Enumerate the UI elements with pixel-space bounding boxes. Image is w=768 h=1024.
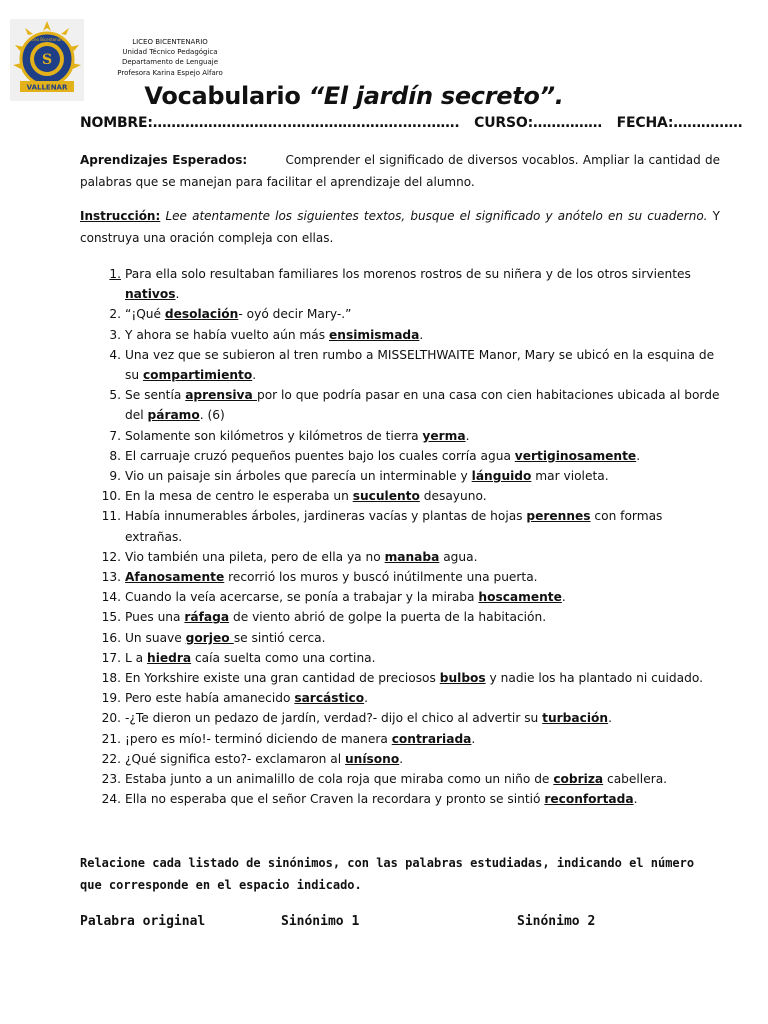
vocabulary-word: bulbos [439, 671, 486, 686]
item-number: 16. [101, 630, 121, 645]
item-sentence [125, 708, 720, 728]
list-item [80, 648, 720, 668]
curso-field[interactable]: CURSO:…………… [474, 115, 602, 131]
page-title [0, 82, 708, 110]
sentence-text: Pues una [125, 610, 185, 625]
item-sentence [125, 607, 720, 627]
sentence-text: caía suelta como una cortina. [191, 650, 376, 665]
list-item [80, 325, 720, 345]
sentence-text: y nadie los ha plantado ni cuidado. [485, 671, 703, 686]
item-sentence [125, 264, 720, 304]
sentence-text: ¿Qué significa esto?- exclamaron al [125, 751, 345, 766]
item-sentence [125, 729, 720, 749]
sentence-text: recorrió los muros y buscó inútilmente una puerta. [224, 570, 538, 585]
aprendizajes-label: Aprendizajes Esperados: [80, 153, 248, 167]
sentence-text: “¡Qué [125, 307, 165, 322]
list-item [80, 264, 720, 304]
column-header-sinonimo-2: Sinónimo 2 [517, 914, 596, 929]
item-number: 2. [109, 307, 121, 322]
sentence-text: -¿Te dieron un pedazo de jardín, verdad?- dijo el chico al advertir su [125, 711, 543, 726]
vocabulary-word: manaba [384, 549, 440, 564]
sentence-text: Se sentía [125, 388, 186, 403]
item-sentence [125, 749, 720, 769]
item-number: 13. [101, 570, 121, 585]
sentence-text: . [561, 590, 566, 605]
sentence-text: . (6) [199, 408, 225, 423]
sentence-text: Estaba junto a un animalillo de cola roja que miraba como un niño de [125, 772, 554, 787]
item-sentence [125, 466, 720, 486]
item-number: 5. [109, 388, 121, 403]
item-sentence [125, 385, 720, 425]
sentence-text: mar violeta. [531, 469, 609, 484]
vocabulary-word: yerma [422, 428, 466, 443]
instruccion-italic: Lee atentamente los siguientes textos, busque el significado y anótelo en su cuaderno. [160, 209, 708, 223]
item-number: 8. [109, 448, 121, 463]
sentence-text: por lo que podría pasar en una casa con cien habitaciones ubicada al borde del [125, 388, 720, 423]
item-number: 12. [101, 549, 121, 564]
vocabulary-word: compartimiento [142, 368, 253, 383]
list-item [80, 668, 720, 688]
vocabulary-word: ráfaga [184, 610, 230, 625]
item-sentence [125, 345, 720, 385]
sentence-text: . [608, 711, 612, 726]
list-item [80, 304, 720, 324]
item-sentence [125, 769, 720, 789]
list-item [80, 607, 720, 627]
item-sentence [125, 648, 720, 668]
item-sentence [125, 446, 720, 466]
nombre-field[interactable]: NOMBRE:………………………..…………………….…..……. [80, 115, 460, 131]
instruccion-paragraph [80, 205, 720, 249]
sentence-text: Había innumerables árboles, jardineras vacías y plantas de hojas [125, 509, 527, 524]
item-sentence [125, 325, 720, 345]
list-item [80, 708, 720, 728]
vocabulary-word: hiedra [147, 650, 192, 665]
sentence-text: En la mesa de centro le esperaba un [125, 489, 353, 504]
relacione-instruction: Relacione cada listado de sinónimos, con las palabras estudiadas, indicando el número que corresponde en el espacio indicado. [80, 856, 695, 892]
list-item [80, 628, 720, 648]
item-number: 11. [101, 509, 121, 524]
sentence-text: agua. [439, 549, 478, 564]
vocabulary-word: páramo [147, 408, 200, 423]
vocabulary-word: vertiginosamente [514, 448, 637, 463]
list-item [80, 769, 720, 789]
sentence-text: Una vez que se subieron al tren rumbo a MISSELTHWAITE Manor, Mary se ubicó en la esquina de su [125, 347, 715, 383]
sentence-text: desayuno. [419, 489, 487, 504]
vocabulary-word: ensimismada [329, 327, 420, 342]
vocabulary-word: turbación [542, 711, 609, 726]
vocabulary-word: unísono [345, 751, 400, 766]
sentence-text: Un suave [125, 630, 186, 645]
title-prefix: Vocabulario [144, 82, 309, 110]
list-item [80, 426, 720, 446]
sentence-text: Y ahora se había vuelto aún más [125, 327, 329, 342]
list-item [80, 385, 720, 425]
vocabulary-word: Afanosamente [125, 570, 225, 585]
item-sentence [125, 506, 720, 546]
sentence-text: L a [125, 650, 148, 665]
vocabulary-word: nativos [125, 287, 176, 302]
sentence-text: . [471, 731, 476, 746]
instruccion-rest: Y construya una oración compleja con ellas. [80, 209, 720, 245]
item-number: 1. [109, 267, 121, 281]
student-info-row [80, 115, 752, 131]
vocabulary-word: desolación [164, 307, 239, 322]
aprendizajes-paragraph [80, 149, 720, 193]
vocabulary-word: sarcástico [294, 691, 365, 706]
sentence-text: - oyó decir Mary-.” [238, 307, 352, 322]
item-number: 23. [101, 772, 121, 787]
item-number: 4. [109, 347, 121, 362]
item-number: 15. [101, 610, 121, 625]
vocabulary-word: perennes [526, 509, 591, 524]
item-number: 9. [109, 469, 121, 484]
vocabulary-word: reconfortada [544, 792, 634, 807]
sentence-text: . [399, 751, 404, 766]
sentence-text: Vio también una pileta, pero de ella ya no [125, 549, 385, 564]
sentence-text: . [364, 691, 368, 706]
item-number: 21. [101, 731, 121, 746]
svg-text:S: S [41, 52, 53, 68]
school-line: Unidad Técnico Pedagógica [122, 48, 218, 57]
sentence-text: Ella no esperaba que el señor Craven la recordara y pronto se sintió [125, 792, 545, 807]
sentence-text: Vio un paisaje sin árboles que parecía un interminable y [125, 469, 472, 484]
vocabulary-word: lánguido [471, 469, 532, 484]
logo-banner-text: VALLENAR [26, 83, 68, 92]
item-number: 22. [101, 751, 121, 766]
sentence-text: . [633, 792, 638, 807]
sentence-text: ¡pero es mío!- terminó diciendo de manera [125, 731, 392, 746]
item-sentence [125, 789, 720, 809]
vocabulary-word: hoscamente [478, 590, 562, 605]
sentence-text: Pero este había amanecido [125, 691, 295, 706]
item-sentence [125, 547, 720, 567]
vocabulary-word: contrariada [391, 731, 472, 746]
vocabulary-list [80, 264, 720, 809]
school-line: LICEO BICENTENARIO [132, 38, 208, 46]
sentence-text: cabellera. [603, 772, 668, 787]
item-sentence [125, 304, 720, 324]
sentence-text: se sintió cerca. [233, 630, 326, 645]
sentence-text: . [419, 327, 424, 342]
item-number: 7. [109, 428, 121, 443]
sentence-text: . [465, 428, 470, 443]
list-item [80, 466, 720, 486]
list-item [80, 729, 720, 749]
list-item [80, 567, 720, 587]
list-item [80, 587, 720, 607]
item-number: 3. [109, 327, 121, 342]
list-item [80, 749, 720, 769]
vocabulary-word: aprensiva [185, 388, 257, 403]
logo-ring-text: Liceo Bicentenario [28, 37, 66, 42]
sentence-text: Solamente son kilómetros y kilómetros de tierra [125, 428, 423, 443]
item-number: 17. [101, 650, 121, 665]
vocabulary-word: suculento [352, 489, 420, 504]
list-item [80, 446, 720, 466]
list-item [80, 789, 720, 809]
item-sentence [125, 668, 720, 688]
item-sentence [125, 486, 720, 506]
vocabulary-word: gorjeo [185, 630, 234, 645]
item-sentence [125, 587, 720, 607]
vocabulary-word: cobriza [553, 772, 604, 787]
sentence-text: Cuando la veía acercarse, se ponía a trabajar y la miraba [125, 590, 479, 605]
item-number: 20. [101, 711, 121, 726]
item-number: 19. [101, 691, 121, 706]
sentence-text: El carruaje cruzó pequeños puentes bajo los cuales corría agua [125, 448, 515, 463]
sentence-text: de viento abrió de golpe la puerta de la habitación. [229, 610, 547, 625]
aprendizajes-text: Comprender el significado de diversos vocablos. Ampliar la cantidad de palabras que se manejan para facilitar el aprendizaje del alumno. [80, 153, 720, 189]
school-line: Profesora Karina Espejo Alfaro [117, 68, 223, 77]
sentence-text: . [175, 287, 180, 302]
instruccion-label: Instrucción: [80, 209, 161, 223]
school-info [100, 37, 240, 78]
school-line: Departamento de Lenguaje [121, 58, 219, 67]
list-item [80, 547, 720, 567]
sentence-text: con formas extrañas. [125, 509, 663, 544]
list-item [80, 486, 720, 506]
sentence-text: Para ella solo resultaban familiares los morenos rostros de su niñera y de los otros sirvientes [125, 267, 691, 281]
list-item [80, 345, 720, 385]
item-number: 18. [101, 671, 121, 686]
item-sentence [125, 426, 720, 446]
sentence-text: En Yorkshire existe una gran cantidad de preciosos [125, 671, 440, 686]
item-number: 10. [101, 489, 121, 504]
list-item [80, 688, 720, 708]
item-number: 24. [101, 792, 121, 807]
column-header-palabra: Palabra original [80, 914, 206, 929]
list-item [80, 506, 720, 546]
item-sentence [125, 688, 720, 708]
sentence-text: . [252, 368, 257, 383]
title-book-name: “El jardín secreto”. [308, 82, 564, 110]
item-sentence [125, 628, 720, 648]
item-sentence [125, 567, 720, 587]
item-number: 14. [101, 590, 121, 605]
fecha-field[interactable]: FECHA:…………… [616, 115, 743, 131]
sentence-text: . [636, 448, 641, 463]
column-header-sinonimo-1: Sinónimo 1 [281, 914, 360, 929]
